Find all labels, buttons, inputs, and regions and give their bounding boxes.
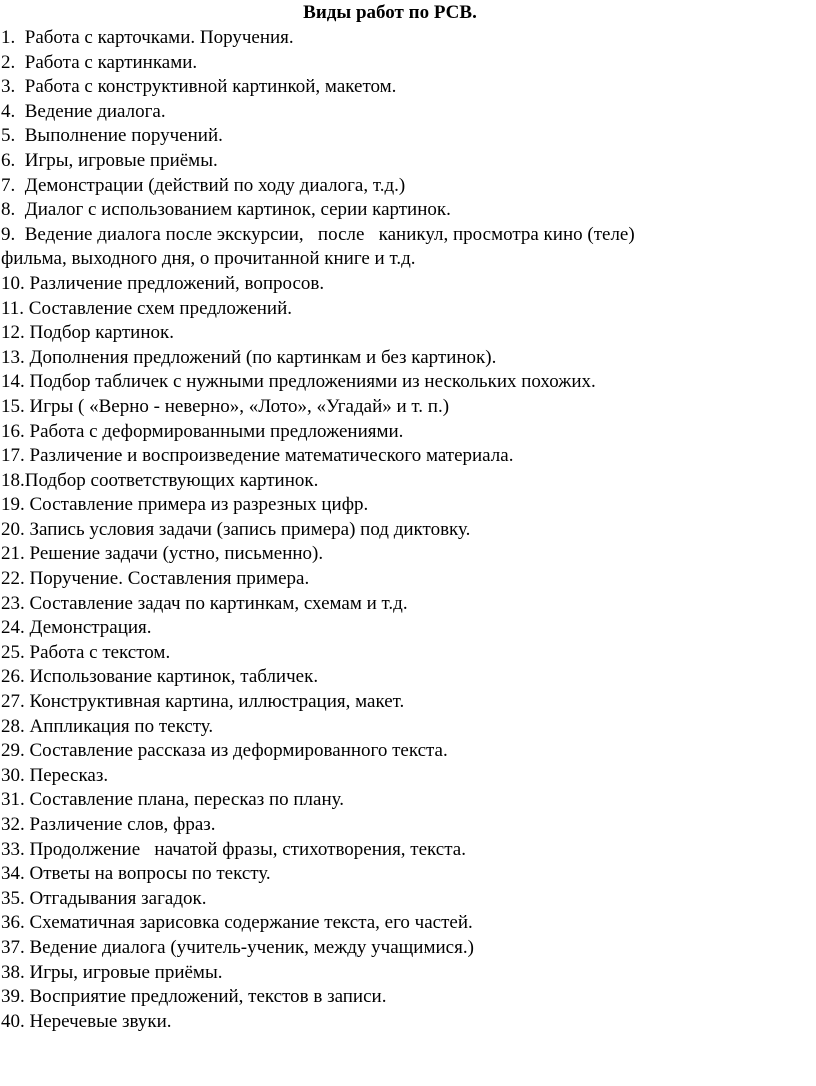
list-item: 30. Пересказ.: [1, 764, 109, 786]
list-item: 31. Составление плана, пересказ по плану.: [1, 789, 344, 811]
list-item: 38. Игры, игровые приёмы.: [1, 961, 223, 983]
list-item: 8. Диалог с использованием картинок, серии картинок.: [1, 199, 451, 221]
list-item: 35. Отгадывания загадок.: [1, 887, 207, 909]
list-item: 22. Поручение. Составления примера.: [1, 568, 310, 590]
list-item: 9. Ведение диалога после экскурсии, после каникул, просмотра кино (теле) фильма, выходного дня, о прочитанной книге и т.д.: [1, 223, 635, 270]
list-item: 33. Продолжение начатой фразы, стихотворения, текста.: [1, 838, 466, 860]
list-item: 28. Аппликация по тексту.: [1, 715, 214, 737]
list-item: 14. Подбор табличек с нужными предложениями из нескольких похожих.: [1, 371, 596, 393]
document-title: Виды работ по РСВ.: [303, 2, 477, 23]
list-item: 5. Выполнение поручений.: [1, 125, 223, 147]
list-item: 25. Работа с текстом.: [1, 641, 171, 663]
list-item: 27. Конструктивная картина, иллюстрация, макет.: [1, 691, 405, 713]
list-item: 15. Игры ( «Верно - неверно», «Лото», «Угадай» и т. п.): [1, 395, 450, 417]
list-item: 3. Работа с конструктивной картинкой, макетом.: [1, 76, 397, 98]
list-item: 21. Решение задачи (устно, письменно).: [1, 543, 324, 565]
list-item: 7. Демонстрации (действий по ходу диалога, т.д.): [1, 174, 406, 196]
list-item: 37. Ведение диалога (учитель-ученик, между учащимися.): [1, 936, 474, 958]
list-item: 23. Составление задач по картинкам, схемам и т.д.: [1, 592, 408, 614]
list-item: 24. Демонстрация.: [1, 617, 152, 639]
list-item: 2. Работа с картинками.: [1, 51, 198, 73]
list-item: 16. Работа с деформированными предложениями.: [1, 420, 404, 442]
list-item: 10. Различение предложений, вопросов.: [1, 272, 325, 294]
list-item: 19. Составление примера из разрезных цифр.: [1, 494, 369, 516]
work-types-list: [1, 26, 781, 1034]
list-item: 17. Различение и воспроизведение математического материала.: [1, 445, 514, 467]
list-item: 11. Составление схем предложений.: [1, 297, 293, 319]
list-item: 6. Игры, игровые приёмы.: [1, 149, 218, 171]
list-item: 18.Подбор соответствующих картинок.: [1, 469, 319, 491]
list-item: 1. Работа с карточками. Поручения.: [1, 27, 294, 48]
list-item: 36. Схематичная зарисовка содержание текста, его частей.: [1, 912, 473, 934]
list-item: 32. Различение слов, фраз.: [1, 814, 216, 835]
list-item: 40. Неречевые звуки.: [1, 1010, 172, 1032]
list-item: 12. Подбор картинок.: [1, 322, 175, 344]
list-item: 20. Запись условия задачи (запись примера) под диктовку.: [1, 518, 471, 540]
list-item: 13. Дополнения предложений (по картинкам и без картинок).: [1, 346, 497, 368]
list-item: 29. Составление рассказа из деформированного текста.: [1, 740, 448, 762]
list-item: 39. Восприятие предложений, текстов в записи.: [1, 986, 387, 1008]
list-item: 34. Ответы на вопросы по тексту.: [1, 863, 271, 885]
list-item: 4. Ведение диалога.: [1, 100, 166, 122]
list-item: 26. Использование картинок, табличек.: [1, 666, 319, 688]
